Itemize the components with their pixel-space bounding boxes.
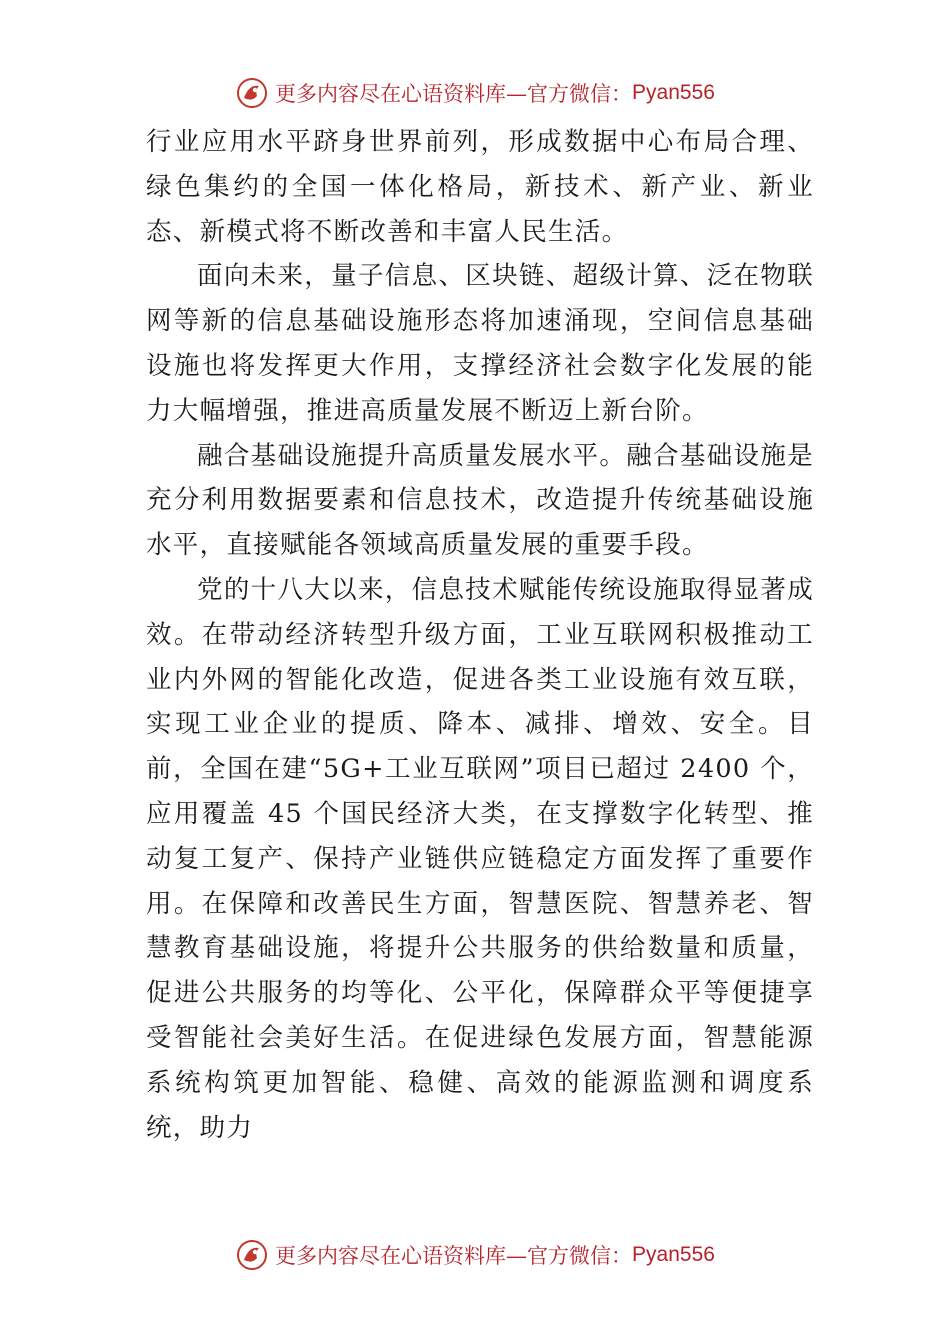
- brand-logo-icon: [235, 76, 269, 110]
- header-wechat-id: Pyan556: [632, 81, 715, 104]
- paragraph-4: 党的十八大以来，信息技术赋能传统设施取得显著成效。在带动经济转型升级方面，工业互联网积极推动工业内外网的智能化改造，促进各类工业设施有效互联，实现工业企业的提质、降本、减排、增效、安全。目前，全国在建“5G+工业互联网”项目已超过 2400 个，应用覆盖 45 个国民经济大类，在支撑数字化转型、推动复工复产、保持产业链供应链稳定方面发挥了重要作用。在保障和改善民生方面，智慧医院、智慧养老、智慧教育基础设施，将提升公共服务的供给数量和质量，促进公共服务的均等化、公平化，保障群众平等便捷享受智能社会美好生活。在促进绿色发展方面，智慧能源系统构筑更加智能、稳健、高效的能源监测和调度系统，助力: [146, 574, 814, 1143]
- header-banner-text: 更多内容尽在心语资料库—官方微信：: [275, 82, 633, 106]
- header-watermark-banner: [0, 76, 950, 110]
- paragraph-2: 面向未来，量子信息、区块链、超级计算、泛在物联网等新的信息基础设施形态将加速涌现，空间信息基础设施也将发挥更大作用，支撑经济社会数字化发展的能力大幅增强，推进高质量发展不断迈上新台阶。: [146, 261, 814, 426]
- paragraph-3: 融合基础设施提升高质量发展水平。融合基础设施是充分利用数据要素和信息技术，改造提升传统基础设施水平，直接赋能各领域高质量发展的重要手段。: [146, 440, 814, 561]
- document-body: [146, 120, 814, 1150]
- footer-banner-text: 更多内容尽在心语资料库—官方微信：: [275, 1244, 633, 1268]
- footer-wechat-id: Pyan556: [632, 1243, 715, 1266]
- paragraph-1: 行业应用水平跻身世界前列，形成数据中心布局合理、绿色集约的全国一体化格局，新技术、新产业、新业态、新模式将不断改善和丰富人民生活。: [146, 127, 814, 247]
- footer-watermark-banner: [0, 1238, 950, 1272]
- brand-logo-icon: [235, 1238, 269, 1272]
